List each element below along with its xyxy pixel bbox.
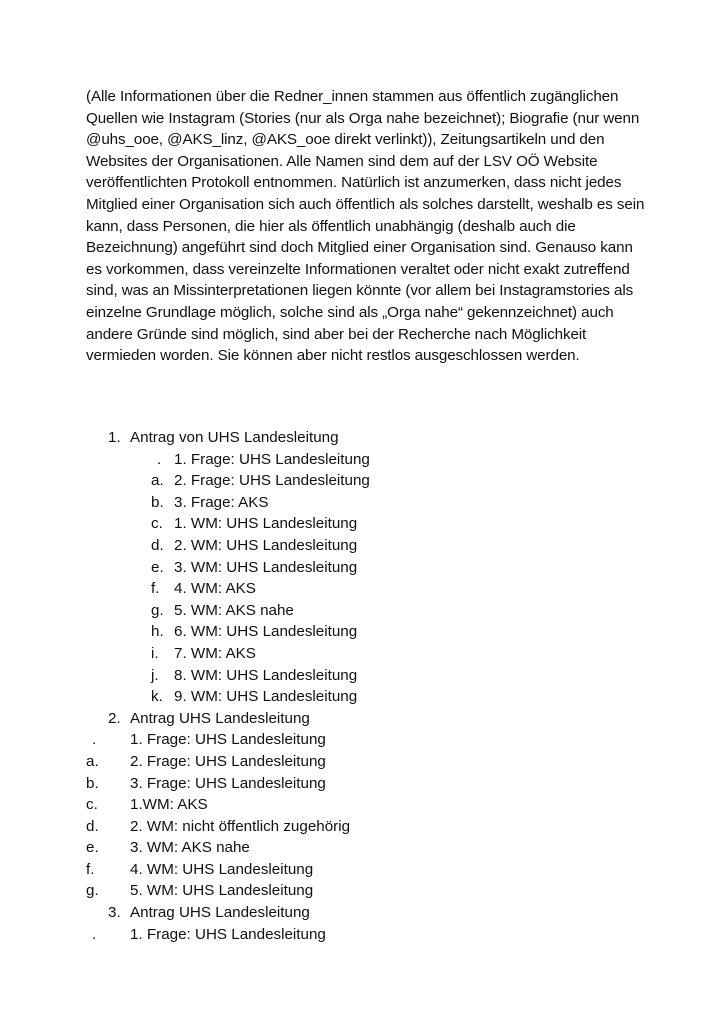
list-item — [0, 837, 724, 859]
list-marker: f. — [86, 860, 95, 878]
list-item — [0, 794, 724, 816]
list-marker: i. — [151, 644, 159, 662]
list-item-text: 5. WM: UHS Landesleitung — [130, 882, 314, 900]
list-item-text: 4. WM: UHS Landesleitung — [130, 860, 314, 878]
list-item — [0, 449, 724, 471]
list-marker: d. — [151, 536, 164, 554]
list-item — [0, 902, 724, 924]
list-item-text: 3. Frage: UHS Landesleitung — [130, 774, 326, 792]
list-item — [0, 557, 724, 579]
list-item-text: Antrag von UHS Landesleitung — [130, 429, 339, 446]
list-marker: k. — [151, 688, 163, 706]
list-item-text: 9. WM: UHS Landesleitung — [174, 688, 358, 706]
list-marker: 3. — [108, 904, 121, 922]
list-item — [0, 535, 724, 557]
list-item — [0, 427, 724, 449]
motion-list — [0, 427, 724, 945]
list-marker: . — [92, 925, 97, 943]
list-item — [0, 924, 724, 946]
list-item-text: 7. WM: AKS — [174, 644, 256, 662]
list-marker: f. — [151, 580, 160, 598]
list-item-text: 1. Frage: UHS Landesleitung — [130, 925, 326, 943]
list-item-text: 1. Frage: UHS Landesleitung — [130, 731, 326, 749]
list-item — [0, 621, 724, 643]
list-marker: j. — [151, 666, 159, 684]
list-item-text: 5. WM: AKS nahe — [174, 601, 294, 619]
list-item — [0, 773, 724, 795]
list-item — [0, 470, 724, 492]
list-marker: b. — [86, 774, 99, 792]
list-item-text: 6. WM: UHS Landesleitung — [174, 623, 358, 641]
list-item-text: 2. Frage: UHS Landesleitung — [130, 752, 326, 770]
list-item — [0, 859, 724, 881]
list-item — [0, 816, 724, 838]
list-item-text: 1. Frage: UHS Landesleitung — [174, 450, 370, 468]
list-item-text: Antrag UHS Landesleitung — [130, 709, 310, 727]
list-marker: b. — [151, 493, 164, 511]
list-marker: h. — [151, 623, 164, 641]
list-item — [0, 513, 724, 535]
list-item — [0, 751, 724, 773]
list-item — [0, 600, 724, 622]
list-item-text: 2. Frage: UHS Landesleitung — [174, 472, 370, 490]
intro-paragraph: (Alle Informationen über die Redner_innen stammen aus öffentlich zugänglichen Quellen wie Instagram (Stories (nur als Orga nahe bezeichnet); Biografie (nur wenn @uhs_ooe, @AKS_linz, @AKS_ooe direkt verlinkt)), Zeitungsartikeln und den Websites der Organisationen. Alle Namen sind dem auf der LSV OÖ Website veröffentlichten Protokoll entnommen. Natürlich ist anzumerken, dass nicht jedes Mitglied einer Organisation sich auch öffentlich als solches darstellt, weshalb es sein kann, dass Personen, die hier als öffentlich unabhängig (deshalb auch die Bezeichnung) angeführt sind doch Mitglied einer Organisation sind. Genauso kann es vorkommen, dass vereinzelte Informationen veraltet oder nicht exakt zutreffend sind, was an Missinterpretationen liegen könnte (vor allem bei Instagramstories als einzelne Grundlage möglich, solche sind als „Orga nahe“ gekennzeichnet) auch andere Gründe sind möglich, sind aber bei der Recherche nach Möglichkeit vermieden worden. Sie können aber nicht restlos ausgeschlossen werden. — [86, 88, 645, 365]
list-item-text: 1. WM: UHS Landesleitung — [174, 515, 358, 533]
list-item — [0, 686, 724, 708]
list-item-text: 3. WM: AKS nahe — [130, 839, 250, 857]
list-marker: g. — [86, 882, 99, 900]
list-marker: g. — [151, 601, 164, 619]
list-marker: a. — [151, 472, 164, 490]
list-item — [0, 643, 724, 665]
list-marker: 2. — [108, 709, 121, 727]
list-item-text: 3. Frage: AKS — [174, 493, 269, 511]
list-item — [0, 665, 724, 687]
list-item-text: 2. WM: nicht öffentlich zugehörig — [130, 817, 351, 835]
list-item-text: 3. WM: UHS Landesleitung — [174, 558, 358, 576]
list-item — [0, 708, 724, 730]
list-marker: e. — [151, 558, 164, 576]
list-marker: c. — [151, 515, 163, 533]
list-item-text: 1.WM: AKS — [130, 796, 208, 814]
list-marker: d. — [86, 817, 99, 835]
list-marker: . — [92, 731, 97, 749]
list-item-text: 4. WM: AKS — [174, 580, 256, 598]
list-item — [0, 578, 724, 600]
list-item-text: 2. WM: UHS Landesleitung — [174, 536, 358, 554]
list-item — [0, 492, 724, 514]
list-item — [0, 880, 724, 902]
list-marker: a. — [86, 752, 99, 770]
list-item — [0, 729, 724, 751]
list-item-text: Antrag UHS Landesleitung — [130, 904, 310, 922]
list-item-text: 8. WM: UHS Landesleitung — [174, 666, 358, 684]
list-marker: c. — [86, 796, 98, 814]
list-marker: e. — [86, 839, 99, 857]
list-marker: . — [157, 450, 162, 468]
list-marker: 1. — [108, 429, 121, 446]
